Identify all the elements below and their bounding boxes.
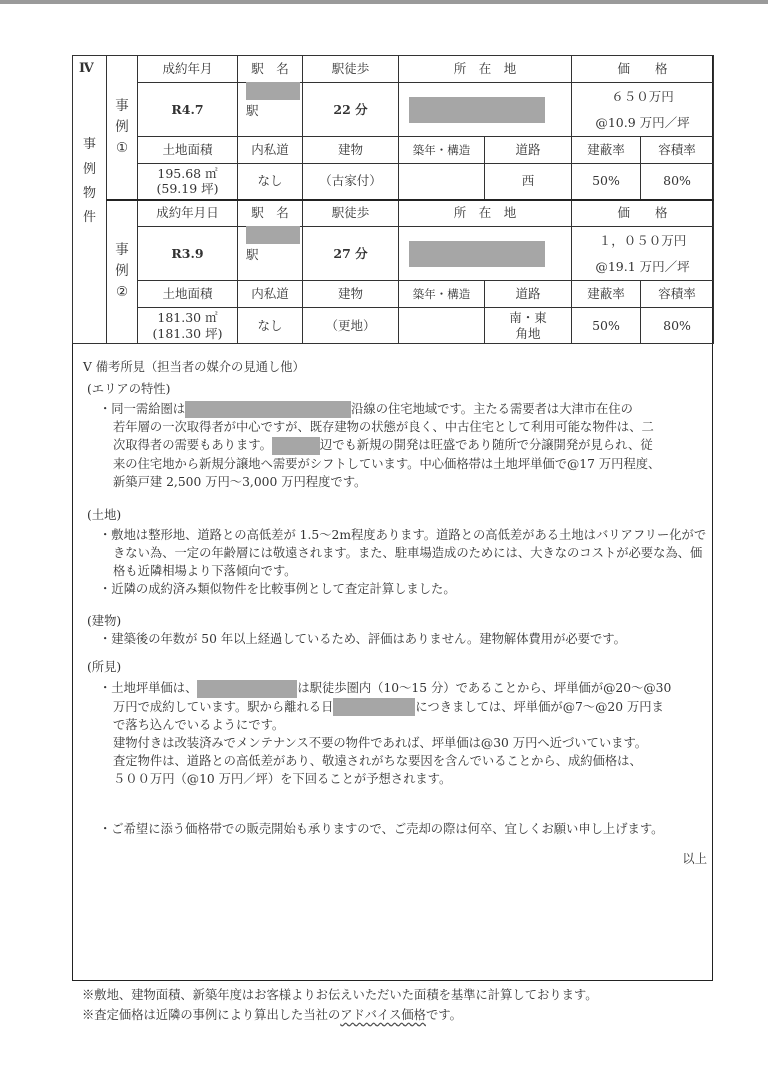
footnote-1: ※敷地、建物面積、新築年度はお客様よりお伝えいただいた面積を基準に計算しております。 (82, 988, 598, 1002)
case2-far: 80% (641, 308, 714, 344)
unit-price: @19.1 万円／坪 (595, 258, 690, 274)
case1-land-area (138, 164, 238, 200)
land-heading: (土地) (87, 508, 122, 522)
vlabel-char: 件 (82, 210, 96, 225)
case1-price (572, 83, 714, 137)
header-coverage: 建蔽率 (572, 137, 641, 164)
case2-road (485, 308, 572, 344)
opinion-line (87, 698, 707, 717)
road-corner: 角地 (515, 325, 541, 341)
text: ・同一需給圏は (99, 402, 186, 416)
redaction (185, 401, 351, 418)
vertical-label (73, 137, 106, 226)
redaction (409, 241, 545, 267)
redaction (197, 680, 297, 698)
vlabel-char: 物 (82, 185, 96, 201)
text: ※査定価格は近隣の事例により算出した当社の (82, 1008, 341, 1022)
text: 次取得者の需要もあります。 (113, 438, 272, 452)
header-land-area: 土地面積 (138, 137, 238, 164)
text: 万円で成約しています。駅から離れる日 (113, 699, 334, 714)
header-building: 建物 (303, 137, 399, 164)
header-walk: 駅徒歩 (303, 56, 399, 83)
opinion-line: 建物付きは改装済みでメンテナンス不要の物件であれば、坪単価は@30 万円へ近づいています。 (113, 736, 648, 750)
section-iv-cell (73, 56, 107, 344)
opinion-line: で落ち込んでいるようにです。 (113, 718, 285, 732)
advice-price-term: アドバイス価格 (340, 1008, 426, 1022)
case1-label (107, 56, 138, 200)
redaction (246, 226, 300, 244)
header-location: 所 在 地 (399, 200, 572, 227)
header-date: 成約年月 (138, 56, 238, 83)
redaction (409, 97, 545, 123)
road: 南・東 (509, 309, 547, 325)
opinion-line: ５００万円（@10 万円／坪）を下回ることが予想されます。 (113, 772, 452, 786)
case-char: 例 (115, 118, 129, 135)
text: は駅徒歩圏内（10～15 分）であることから、坪単価が@20～@30 (297, 681, 672, 695)
section-iv-label: Ⅳ (79, 61, 94, 76)
land-bullet: ・敷地は整形地、道路との高低差が 1.5～2m程度あります。道路との高低差がある土地はバリアフリー化ができない為、一定の年齢層には敬遠されます。また、駐車場造成のためには、大きなのコストが必要な為、価格も近隣相場より下落傾向です。 (99, 528, 707, 578)
case-char: ② (115, 284, 129, 301)
header-station: 駅 名 (238, 56, 303, 83)
case2-coverage: 50% (572, 308, 641, 344)
area-block (87, 380, 707, 491)
case1-date: R4.7 (138, 83, 238, 137)
comparable-cases-table (72, 55, 714, 344)
header-far: 容積率 (641, 137, 714, 164)
text: ・土地坪単価は、 (99, 681, 198, 695)
area-line: 来の住宅地から新規分譲地へ需要がシフトしています。中心価格帯は土地坪単価で@17 万円程度、 (113, 456, 661, 471)
header-private-road: 内私道 (238, 281, 303, 308)
case1-walk: 22 分 (303, 83, 399, 137)
case1-far: 80% (641, 164, 714, 200)
area-line: 若年層の一次取得者が中心ですが、既存建物の状態が良く、中古住宅として利用可能な物件は、二 (113, 420, 654, 434)
opinion-line: 査定物件は、道路との高低差があり、敬遠されがちな要因を含んでいることから、成約価格は、 (113, 754, 642, 768)
case1-location (399, 83, 572, 137)
case2-station (238, 227, 303, 281)
area-line: 新築戸建 2,500 万円～3,000 万円程度です。 (113, 474, 367, 489)
case-char: 事 (115, 97, 129, 114)
area-tsubo: (59.19 坪) (156, 181, 219, 197)
redaction (333, 698, 415, 716)
case1-private-road: なし (238, 164, 303, 200)
case2-location (399, 227, 572, 281)
station-suffix: 駅 (246, 103, 259, 118)
case1-age-structure (399, 164, 485, 200)
header-age-structure: 築年・構造 (399, 137, 485, 164)
area-line (87, 436, 707, 455)
case2-date: R3.9 (138, 227, 238, 281)
header-road: 道路 (485, 137, 572, 164)
price: １，０５０万円 (598, 232, 687, 248)
price: ６５０万円 (611, 88, 674, 104)
header-date: 成約年月日 (138, 200, 238, 227)
land-bullet: ・近隣の成約済み類似物件を比較事例として査定計算しました。 (99, 582, 456, 596)
redaction (246, 82, 300, 100)
area-m2: 181.30 ㎡ (157, 309, 218, 325)
case1-building: （古家付） (303, 164, 399, 200)
case2-label (107, 200, 138, 344)
text: 辺でも新規の開発は旺盛であり随所で分譲開発が見られ、従 (319, 438, 653, 452)
land-block (87, 506, 707, 598)
case1-station (238, 83, 303, 137)
header-far: 容積率 (641, 281, 714, 308)
case2-walk: 27 分 (303, 227, 399, 281)
header-coverage: 建蔽率 (572, 281, 641, 308)
header-building: 建物 (303, 281, 399, 308)
vlabel-char: 例 (82, 161, 96, 177)
header-station: 駅 名 (238, 200, 303, 227)
station-suffix: 駅 (246, 247, 259, 262)
case2-private-road: なし (238, 308, 303, 344)
header-road: 道路 (485, 281, 572, 308)
window-top-bar (0, 0, 768, 4)
vlabel-char: 事 (82, 137, 96, 153)
header-walk: 駅徒歩 (303, 200, 399, 227)
opinion-heading: (所見) (87, 660, 122, 674)
header-price: 価 格 (572, 200, 714, 227)
text: 沿線の住宅地域です。主たる需要者は大津市在住の (351, 402, 633, 416)
footnote-2 (82, 1005, 462, 1023)
case1-road: 西 (485, 164, 572, 200)
area-m2: 195.68 ㎡ (157, 165, 218, 181)
area-tsubo: (181.30 坪) (152, 325, 223, 341)
header-age-structure: 築年・構造 (399, 281, 485, 308)
text: につきましては、坪単価が@7～@20 万円ま (415, 699, 664, 714)
building-heading: (建物) (87, 614, 122, 628)
header-land-area: 土地面積 (138, 281, 238, 308)
case2-age-structure (399, 308, 485, 344)
case-char: 例 (115, 263, 129, 280)
end-mark: 以上 (682, 852, 707, 866)
opinion-block (87, 658, 707, 788)
area-heading: (エリアの特性) (87, 382, 171, 396)
header-price: 価 格 (572, 56, 714, 83)
case2-building: （更地） (303, 308, 399, 344)
section-v-title: Ⅴ 備考所見（担当者の媒介の見通し他） (83, 360, 305, 374)
case2-land-area (138, 308, 238, 344)
redaction (272, 437, 320, 455)
building-bullet: ・建築後の年数が 50 年以上経過しているため、評価はありません。建物解体費用が必要です。 (99, 632, 626, 646)
document-page (72, 55, 713, 981)
closing-line: ・ご希望に添う価格帯での販売開始も承りますので、ご売却の際は何卒、宜しくお願い申し上げます。 (99, 822, 664, 836)
case1-coverage: 50% (572, 164, 641, 200)
case2-price (572, 227, 714, 281)
case-char: ① (115, 139, 129, 156)
case-char: 事 (115, 242, 129, 259)
header-location: 所 在 地 (399, 56, 572, 83)
opinion-line (87, 679, 707, 698)
unit-price: @10.9 万円／坪 (595, 114, 690, 130)
text: です。 (425, 1008, 462, 1022)
building-block (87, 612, 707, 648)
header-private-road: 内私道 (238, 137, 303, 164)
area-line (87, 400, 707, 418)
